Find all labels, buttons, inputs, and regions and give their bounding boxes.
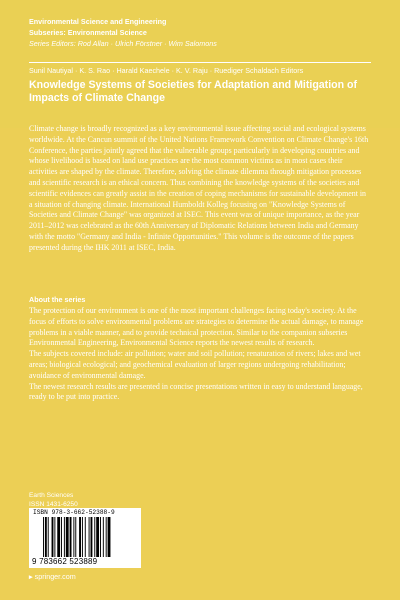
about-paragraph: The subjects covered include: air pollution; water and soil pollution; renaturation of rivers; lakes and wet areas; biological ecological; and geochemical evaluation of larger regions undergoing rehabilitation; avoidance of environmental damage. [29,349,361,380]
subject-info [29,491,229,509]
about-paragraph: The protection of our environment is one of the most important challenges facing today's society. At the focus of efforts to solve environmental problems are strategies to determine the actual damage, to manage problems in a viable manner, and to provide technical protection. Similar to the companion subseries Environmental Engineering, Environmental Science reports the newest results of research. [29,306,364,348]
divider [29,62,371,63]
series-subseries: Subseries: Environmental Science [29,28,147,38]
book-title: Knowledge Systems of Societies for Adaptation and Mitigation of Impacts of Climate Change [29,79,358,104]
isbn-label: ISBN 978-3-662-52388-9 [33,509,115,516]
series-editors: Series Editors: Rod Allan · Ulrich Förstner · Wim Salomons [29,39,217,49]
book-blurb: Climate change is broadly recognized as a key environmental issue affecting social and ecological systems worldwide. At the Cancun summit of the United Nations Framework Convention on Climate Change's 16th Conference, the parties jointly agreed that the vulnerable groups particularly in developing countries and whose livelihood is based on land use practices are the most common victims as in most cases their activities are shaped by the climate. Therefore, solving the climate dilemma through mitigation processes and scientific research is an ethical concern. Thus combining the knowledge systems of the societies and scientific evidences can greatly assist in the creation of coping mechanisms for sustainable development in a situation of changing climate. International Humboldt Kolleg focusing on "Knowledge Systems of Societies and Climate Change" was organized at ISEC. This event was of unique importance, as the year 2011–2012 was celebrated as the 60th Anniversary of Diplomatic Relations between India and Germany with the motto "Germany and India - Infinite Opportunities." This volume is the outcome of the papers presented during the IHK 2011 at ISEC, India. [29,124,369,252]
series-title: Environmental Science and Engineering [29,17,167,26]
barcode-bars [43,517,137,557]
issn: ISSN 1431-6250 [29,501,78,508]
book-authors: Sunil Nautiyal · K. S. Rao · Harald Kaechele · K. V. Raju · Ruediger Schaldach Editors [29,66,304,75]
about-series-heading: About the series [29,295,86,304]
subject-category: Earth Sciences [29,492,74,499]
barcode [29,508,141,568]
barcode-digits: 9 783662 523889 [32,557,98,566]
about-series-text [29,306,371,403]
publisher-link[interactable] [29,572,76,581]
publisher-name: springer.com [34,572,76,581]
series-info [29,16,389,50]
arrow-icon: ▸ [29,572,33,581]
about-paragraph: The newest research results are presented in concise presentations written in easy to understand language, ready to be put into practice. [29,381,363,402]
